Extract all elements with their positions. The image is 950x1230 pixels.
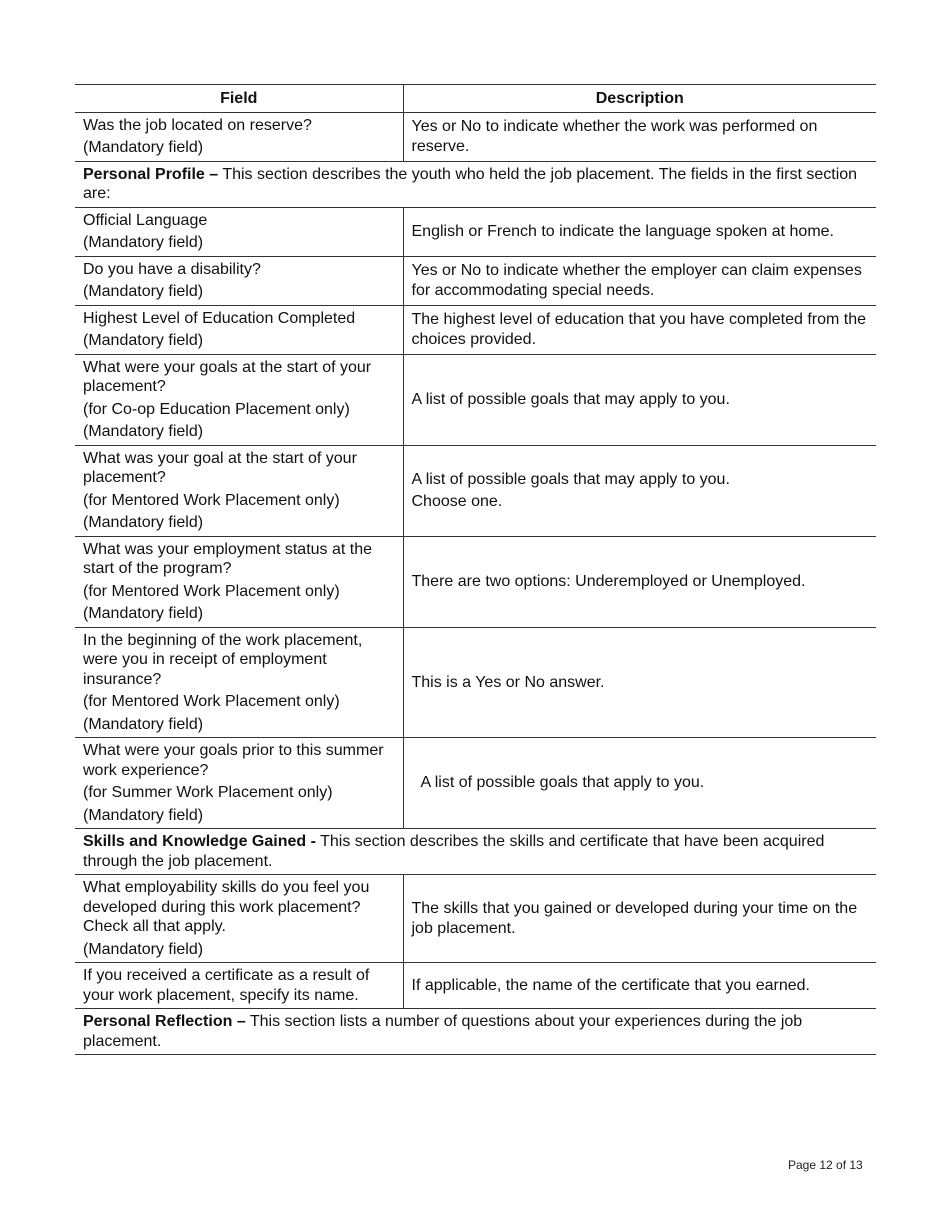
table-row bbox=[75, 207, 876, 256]
field-cell bbox=[75, 445, 403, 536]
description-text: If applicable, the name of the certificate that you earned. bbox=[411, 976, 810, 994]
description-cell bbox=[403, 207, 876, 256]
section-title: Personal Reflection – bbox=[83, 1013, 246, 1030]
section-cell bbox=[75, 829, 876, 875]
table-row bbox=[75, 963, 876, 1009]
field-cell bbox=[75, 305, 403, 354]
section-row bbox=[75, 161, 876, 207]
field-text: (Mandatory field) bbox=[83, 332, 204, 349]
field-column-header: Field bbox=[75, 85, 403, 113]
field-text: (Mandatory field) bbox=[83, 514, 204, 531]
field-text: (Mandatory field) bbox=[83, 806, 204, 824]
field-text: Official Language bbox=[83, 211, 208, 229]
field-text: (for Co-op Education Placement only) bbox=[83, 400, 350, 418]
description-cell bbox=[403, 354, 876, 445]
description-text: Choose one. bbox=[411, 493, 503, 510]
description-text: The highest level of education that you have completed from the choices provided. bbox=[411, 311, 866, 348]
table-row bbox=[75, 256, 876, 305]
field-text: Do you have a disability? bbox=[83, 260, 261, 278]
description-cell bbox=[403, 875, 876, 963]
table-row bbox=[75, 627, 876, 738]
description-text: This is a Yes or No answer. bbox=[411, 673, 605, 691]
description-text: A list of possible goals that may apply to you. bbox=[411, 390, 730, 408]
field-cell bbox=[75, 627, 403, 738]
description-cell bbox=[403, 305, 876, 354]
section-text: This section describes the skills and certificate that have been acquired through the job placement. bbox=[83, 833, 825, 870]
field-text: (for Mentored Work Placement only) bbox=[83, 491, 340, 509]
description-text: English or French to indicate the language spoken at home. bbox=[411, 222, 834, 240]
section-text: This section lists a number of questions about your experiences during the job placement. bbox=[83, 1013, 803, 1050]
description-text: Yes or No to indicate whether the work was performed on reserve. bbox=[411, 118, 818, 155]
field-text: What was your goal at the start of your placement? bbox=[83, 449, 357, 486]
description-text: The skills that you gained or developed during your time on the job placement. bbox=[411, 900, 858, 937]
field-cell bbox=[75, 963, 403, 1009]
field-text: (Mandatory field) bbox=[83, 139, 204, 156]
field-text: (for Mentored Work Placement only) bbox=[83, 582, 340, 600]
table-row bbox=[75, 738, 876, 829]
description-cell bbox=[403, 445, 876, 536]
description-cell bbox=[403, 738, 876, 829]
description-text: There are two options: Underemployed or Unemployed. bbox=[411, 572, 806, 590]
description-cell bbox=[403, 963, 876, 1009]
table-row bbox=[75, 112, 876, 161]
field-cell bbox=[75, 738, 403, 829]
field-text: (Mandatory field) bbox=[83, 605, 204, 622]
field-text: What was your employment status at the start of the program? bbox=[83, 540, 373, 577]
field-cell bbox=[75, 354, 403, 445]
description-text: Yes or No to indicate whether the employer can claim expenses for accommodating special needs. bbox=[411, 262, 862, 299]
field-text: If you received a certificate as a result of your work placement, specify its name. bbox=[83, 967, 370, 1004]
field-text: (for Mentored Work Placement only) bbox=[83, 693, 340, 710]
field-text: (Mandatory field) bbox=[83, 234, 204, 251]
field-text: What were your goals prior to this summer work experience? bbox=[83, 742, 384, 779]
field-text: Highest Level of Education Completed bbox=[83, 309, 356, 327]
field-cell bbox=[75, 875, 403, 963]
section-title: Personal Profile – bbox=[83, 165, 219, 183]
table-row bbox=[75, 445, 876, 536]
field-text: (Mandatory field) bbox=[83, 715, 204, 733]
field-text: (for Summer Work Placement only) bbox=[83, 784, 333, 801]
description-table bbox=[75, 84, 876, 1055]
table-row bbox=[75, 305, 876, 354]
field-cell bbox=[75, 207, 403, 256]
field-cell bbox=[75, 112, 403, 161]
field-text: In the beginning of the work placement, were you in receipt of employment insurance? bbox=[83, 631, 363, 688]
field-cell bbox=[75, 256, 403, 305]
description-cell bbox=[403, 112, 876, 161]
section-cell bbox=[75, 1009, 876, 1055]
description-text: A list of possible goals that may apply to you. bbox=[411, 470, 730, 488]
table-row bbox=[75, 354, 876, 445]
section-row bbox=[75, 1009, 876, 1055]
table-row bbox=[75, 536, 876, 627]
description-column-header: Description bbox=[403, 85, 876, 113]
section-title: Skills and Knowledge Gained - bbox=[83, 833, 316, 850]
field-text: (Mandatory field) bbox=[83, 283, 204, 300]
table-row bbox=[75, 875, 876, 963]
field-text: (Mandatory field) bbox=[83, 940, 204, 958]
description-cell bbox=[403, 256, 876, 305]
section-cell bbox=[75, 161, 876, 207]
section-text: This section describes the youth who held the job placement. The fields in the first section are: bbox=[83, 165, 858, 202]
field-text: What were your goals at the start of your placement? bbox=[83, 358, 372, 395]
field-cell bbox=[75, 536, 403, 627]
field-text: What employability skills do you feel you developed during this work placement? Check all that apply. bbox=[83, 879, 370, 935]
field-text: (Mandatory field) bbox=[83, 423, 204, 440]
description-text: A list of possible goals that apply to you. bbox=[420, 774, 705, 792]
page-number: Page 12 of 13 bbox=[788, 1158, 863, 1172]
section-row bbox=[75, 829, 876, 875]
description-cell bbox=[403, 627, 876, 738]
table-header-row bbox=[75, 85, 876, 113]
description-cell bbox=[403, 536, 876, 627]
field-text: Was the job located on reserve? bbox=[83, 116, 312, 134]
